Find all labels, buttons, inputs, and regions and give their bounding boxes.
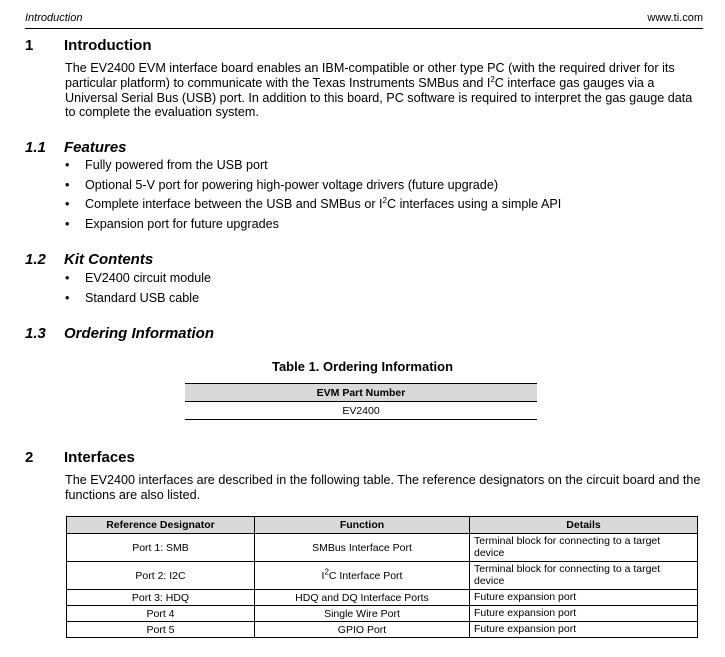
list-item <box>65 289 211 309</box>
table-cell: SMBus Interface Port <box>255 534 470 562</box>
list-item-text: Fully powered from the USB port <box>85 158 268 172</box>
bullet-icon: • <box>65 197 70 212</box>
intro-text-part2: C interface gas gauges via a Universal Serial Bus (USB) port. In addition to this board, PC software is required to interpret the gas gauge data to complete the evaluation system. <box>65 75 693 120</box>
bullet-icon: • <box>65 158 70 172</box>
features-list <box>65 156 561 235</box>
table-row <box>67 606 698 622</box>
section-title: Features <box>64 139 127 156</box>
table-row <box>67 622 698 638</box>
interfaces-table <box>66 516 698 638</box>
table-cell: Terminal block for connecting to a target device <box>470 562 698 590</box>
list-item-text: EV2400 circuit module <box>85 271 212 285</box>
bullet-icon: • <box>65 177 70 192</box>
section-title: Interfaces <box>64 449 135 466</box>
kit-contents-list <box>65 269 211 308</box>
section-number: 1.3 <box>25 325 46 342</box>
section-number: 1.1 <box>25 139 46 156</box>
list-item-text: Expansion port for future upgrades <box>85 217 279 232</box>
table-cell: Future expansion port <box>470 622 698 638</box>
list-item <box>65 195 561 215</box>
table-cell: Future expansion port <box>470 590 698 606</box>
section-number: 1.2 <box>25 251 46 268</box>
table-header-cell: Details <box>470 517 698 534</box>
table-row <box>185 402 537 420</box>
superscript: 2 <box>382 196 387 206</box>
table-row <box>67 590 698 606</box>
bullet-icon: • <box>65 290 70 305</box>
running-header-section: Introduction <box>25 12 83 24</box>
table-cell <box>255 562 470 590</box>
table-cell: Single Wire Port <box>255 606 470 622</box>
table-header-row <box>185 384 537 402</box>
list-item-text: C interfaces using a simple API <box>386 197 562 212</box>
superscript: 2 <box>324 567 329 576</box>
table-cell: Future expansion port <box>470 606 698 622</box>
intro-text-part1: The EV2400 EVM interface board enables an IBM-compatible or other type PC (with the required driver for its particular platform) to communicate with the Texas Instruments SMBus and I <box>65 61 675 90</box>
list-item <box>65 215 561 235</box>
table-header-cell: Reference Designator <box>67 517 255 534</box>
section-title: Ordering Information <box>64 325 214 342</box>
table-cell: Port 4 <box>67 606 255 622</box>
intro-paragraph <box>65 61 705 120</box>
list-item-text: Optional 5-V port for powering high-power voltage drivers (future upgrade) <box>85 177 499 192</box>
cell-text: C Interface Port <box>328 569 403 582</box>
bullet-icon: • <box>65 271 70 285</box>
section-number: 1 <box>25 37 34 54</box>
list-item <box>65 156 561 176</box>
table-header-cell: Function <box>255 517 470 534</box>
list-item <box>65 269 211 289</box>
table-cell: Port 1: SMB <box>67 534 255 562</box>
table-header-row <box>67 517 698 534</box>
list-item-text: Complete interface between the USB and SMBus or I <box>85 197 383 212</box>
table-row <box>67 562 698 590</box>
section-title: Kit Contents <box>64 251 154 268</box>
table-cell: Port 5 <box>67 622 255 638</box>
table-cell: Port 2: I2C <box>67 562 255 590</box>
section-number: 2 <box>25 449 34 466</box>
running-header-site[interactable]: www.ti.com <box>647 12 703 24</box>
table-cell: HDQ and DQ Interface Ports <box>255 590 470 606</box>
table-cell: GPIO Port <box>255 622 470 638</box>
table-cell: Terminal block for connecting to a target device <box>470 534 698 562</box>
list-item-text: Standard USB cable <box>85 290 200 305</box>
table-row <box>67 534 698 562</box>
table-cell: EV2400 <box>185 402 537 420</box>
section-title: Introduction <box>64 37 152 54</box>
table-caption: Table 1. Ordering Information <box>271 359 454 374</box>
table-header-cell: EVM Part Number <box>185 384 537 402</box>
header-rule <box>25 28 703 29</box>
cell-text: I <box>321 569 325 582</box>
intro-superscript: 2 <box>490 74 495 84</box>
list-item <box>65 176 561 196</box>
ordering-table <box>185 383 537 420</box>
interfaces-paragraph: The EV2400 interfaces are described in the following table. The reference designators on the circuit board and the functions are also listed. <box>65 473 701 502</box>
table-cell: Port 3: HDQ <box>67 590 255 606</box>
bullet-icon: • <box>65 217 70 232</box>
